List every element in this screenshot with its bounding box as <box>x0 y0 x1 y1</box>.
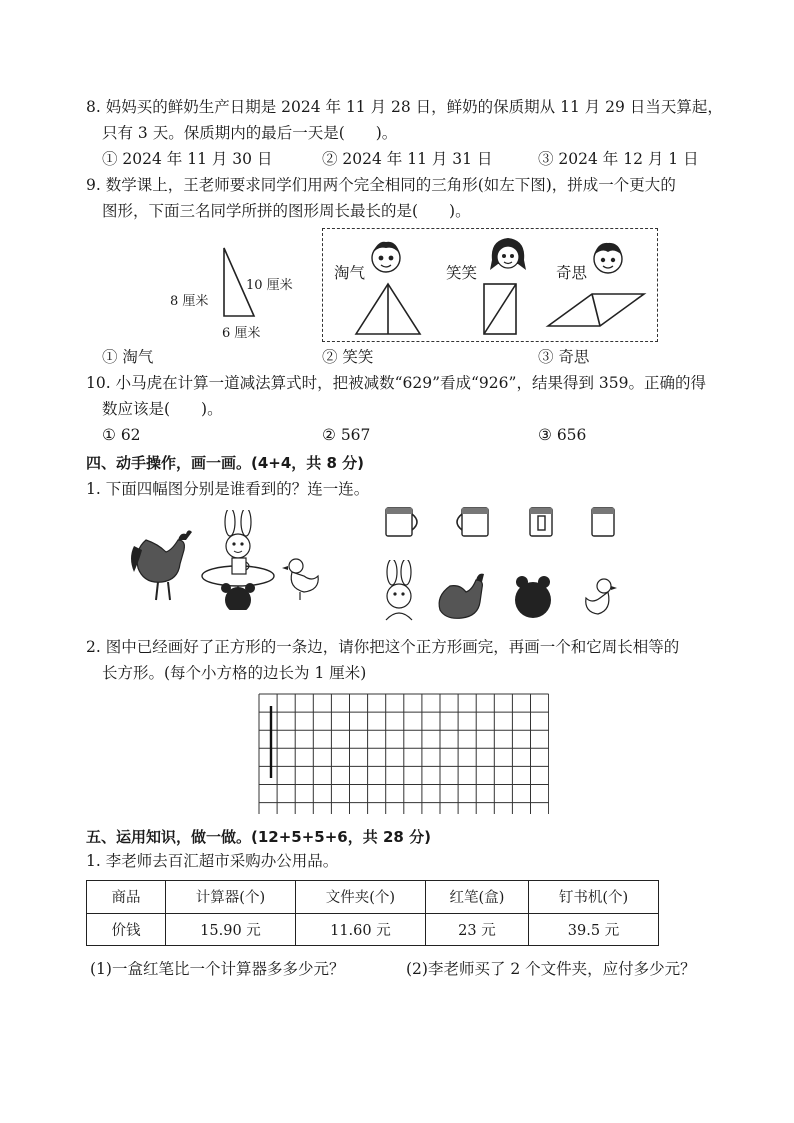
duck-icon <box>282 559 318 600</box>
table-cell: 红笔(盒) <box>425 881 528 914</box>
section5-q1: 1. 李老师去百汇超市采购办公用品。 <box>86 852 339 870</box>
section5-title: 五、运用知识，做一做。(12+5+5+6，共 28 分) <box>86 828 431 846</box>
table-row <box>87 913 659 946</box>
bear-back-icon <box>221 583 255 610</box>
rabbit-icon <box>225 510 251 558</box>
table-cell: 文件夹(个) <box>295 881 425 914</box>
xiaoxiao-shape <box>484 284 516 334</box>
table-cell: 钉书机(个) <box>529 881 659 914</box>
observation-scene <box>128 510 338 610</box>
section4-q2-line2: 长方形。(每个小方格的边长为 1 厘米) <box>102 664 367 682</box>
q9-line2: 图形，下面三名同学所拼的图形周长最长的是( )。 <box>102 202 471 220</box>
q8-line1: 8. 妈妈买的鲜奶生产日期是 2024 年 11 月 28 日，鲜奶的保质期从 11 月 29 日当天算起， <box>86 98 723 116</box>
table-with-mug-icon <box>202 558 274 592</box>
q10-line2: 数应该是( )。 <box>102 400 223 418</box>
drawing-grid[interactable] <box>255 692 549 820</box>
table-cell: 23 元 <box>425 913 528 946</box>
rooster-icon <box>131 530 192 600</box>
q10-option-2: ② 567 <box>322 426 371 444</box>
section4-q2-line1: 2. 图中已经画好了正方形的一条边，请你把这个正方形画完，再画一个和它周长相等的 <box>86 638 680 656</box>
q9-option-3: ③ 奇思 <box>538 348 590 366</box>
observer-rooster-icon <box>439 574 484 619</box>
mug-view-1-icon <box>386 508 417 536</box>
section4-title: 四、动手操作，画一画。(4+4，共 8 分) <box>86 454 365 472</box>
mug-view-3-icon <box>530 508 552 536</box>
q9-option-1: ① 淘气 <box>102 348 154 366</box>
triangle-side-hyp: 10 厘米 <box>246 278 293 293</box>
price-table <box>86 880 659 946</box>
section4-q1: 1. 下面四幅图分别是谁看到的？连一连。 <box>86 480 370 498</box>
observer-rabbit-icon <box>386 560 412 620</box>
students-shapes <box>322 228 656 340</box>
q8-option-1: ① 2024 年 11 月 30 日 <box>102 150 273 168</box>
observers-row <box>374 560 634 622</box>
q10-option-1: ① 62 <box>102 426 141 444</box>
table-cell: 39.5 元 <box>529 913 659 946</box>
taoqi-shape <box>356 284 420 334</box>
table-cell: 15.90 元 <box>166 913 296 946</box>
table-cell: 计算器(个) <box>166 881 296 914</box>
table-cell: 价钱 <box>87 913 166 946</box>
observer-bear-back-icon <box>515 576 551 618</box>
student-name-qisi: 奇思 <box>556 264 588 282</box>
table-row <box>87 881 659 914</box>
section5-sub1: (1)一盒红笔比一个计算器多多少元？ <box>90 960 345 978</box>
table-cell: 商品 <box>87 881 166 914</box>
q9-line1: 9. 数学课上，王老师要求同学们用两个完全相同的三角形(如左下图)，拼成一个更大的 <box>86 176 676 194</box>
mug-view-4-icon <box>592 508 614 536</box>
mug-view-2-icon <box>457 508 488 536</box>
section5-sub2: (2)李老师买了 2 个文件夹，应付多少元？ <box>406 960 696 978</box>
table-cell: 11.60 元 <box>295 913 425 946</box>
student-name-xiaoxiao: 笑笑 <box>446 264 478 282</box>
q9-option-2: ② 笑笑 <box>322 348 374 366</box>
observer-duck-icon <box>586 579 617 614</box>
student-name-taoqi: 淘气 <box>334 264 366 282</box>
q10-line1: 10. 小马虎在计算一道减法算式时，把被减数“629”看成“926”，结果得到 359。正确的得 <box>86 374 706 392</box>
q8-option-2: ② 2024 年 11 月 31 日 <box>322 150 493 168</box>
mug-views <box>380 500 620 544</box>
q8-option-3: ③ 2024 年 12 月 1 日 <box>538 150 699 168</box>
q8-line2: 只有 3 天。保质期内的最后一天是( )。 <box>102 124 398 142</box>
triangle-side-left: 8 厘米 <box>170 294 209 309</box>
q10-option-3: ③ 656 <box>538 426 587 444</box>
qisi-shape <box>548 294 644 326</box>
triangle-side-base: 6 厘米 <box>222 326 261 341</box>
